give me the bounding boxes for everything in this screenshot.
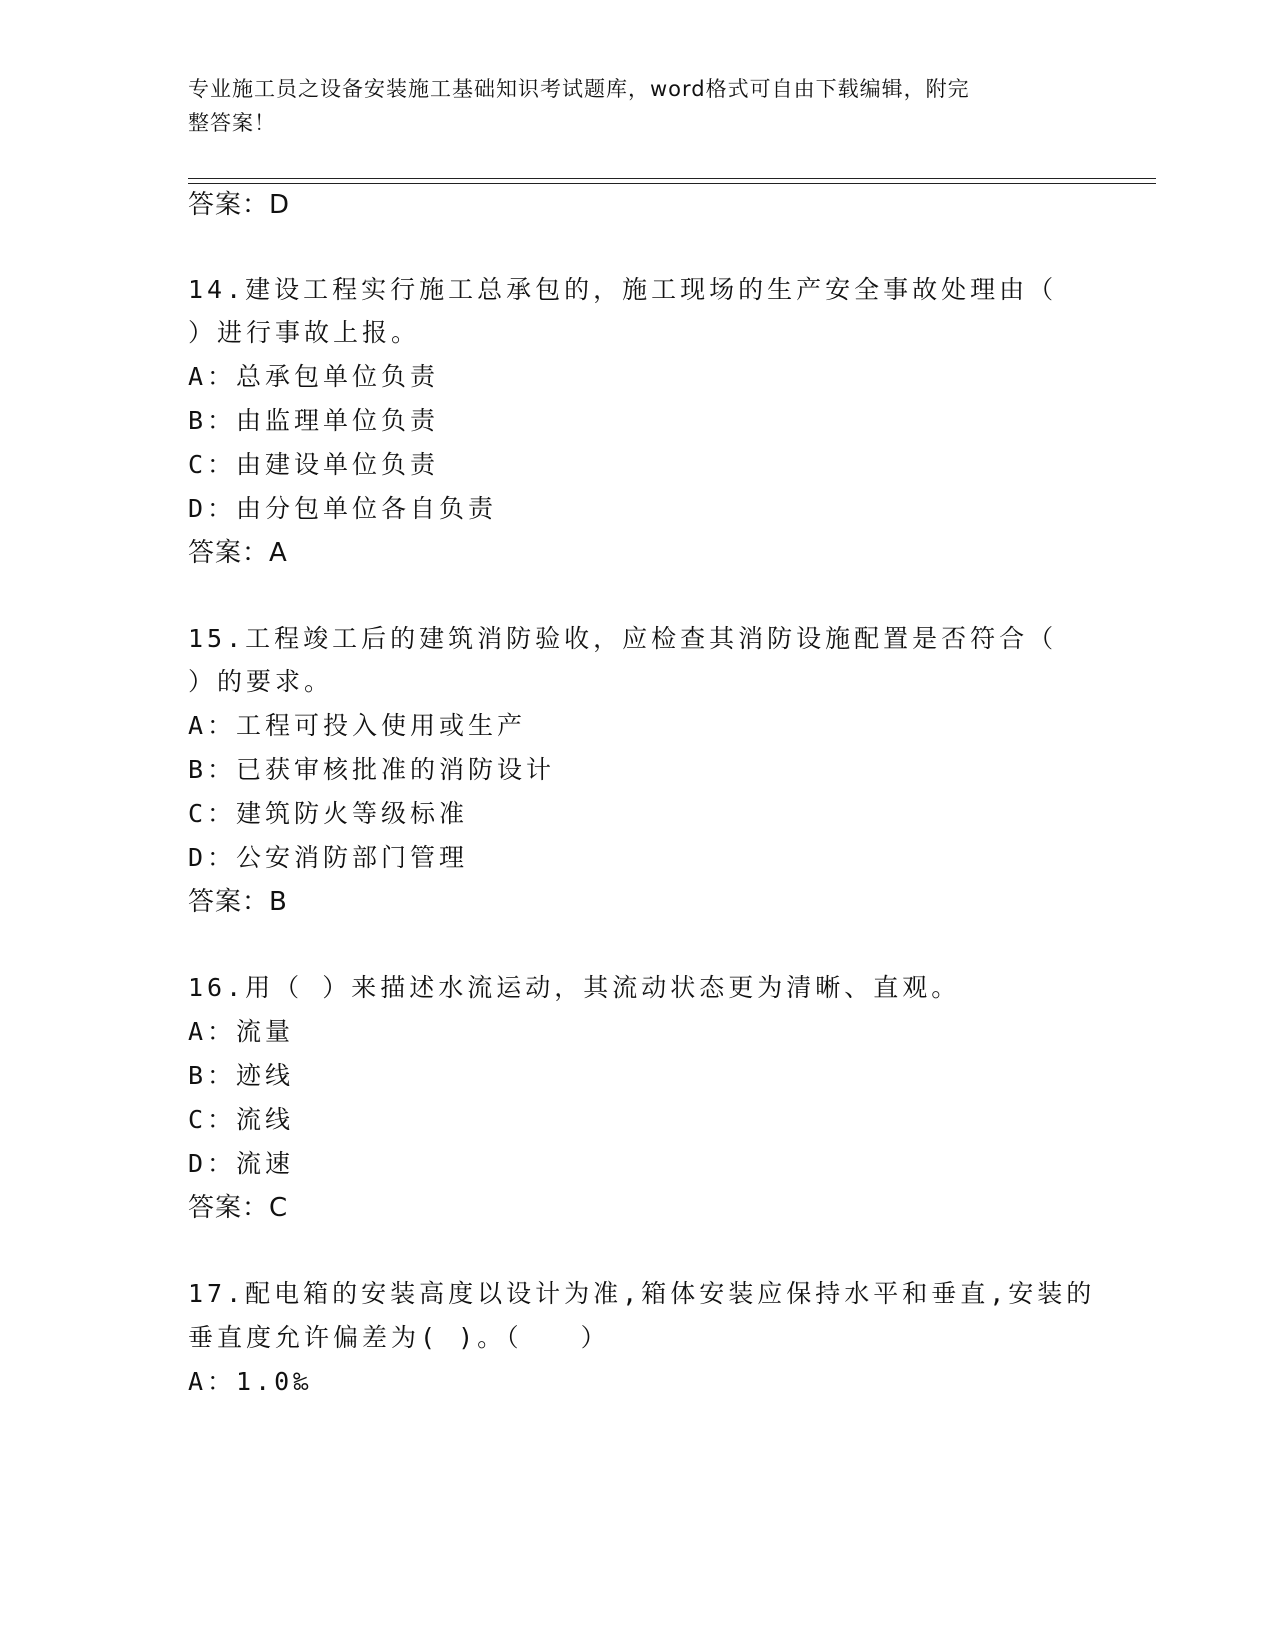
header-divider-bottom: [188, 183, 1156, 184]
question-14-text-line-1: 14.建设工程实行施工总承包的，施工现场的生产安全事故处理由（: [188, 275, 1058, 304]
question-17-text-line-1: 17.配电箱的安装高度以设计为准,箱体安装应保持水平和垂直,安装的: [188, 1279, 1096, 1308]
question-15-text-line-2: ）的要求。: [188, 667, 334, 696]
question-14-option-b: B：由监理单位负责: [188, 406, 440, 435]
question-15-answer: 答案：B: [188, 887, 288, 917]
question-15-option-c: C：建筑防火等级标准: [188, 799, 469, 828]
question-16-answer: 答案：C: [188, 1193, 289, 1223]
question-16-option-b: B：迹线: [188, 1061, 295, 1090]
header-line-1: 专业施工员之设备安装施工基础知识考试题库，word格式可自由下载编辑，附完: [188, 77, 970, 101]
question-15-option-d: D：公安消防部门管理: [188, 843, 469, 872]
question-16-text-line-1: 16.用（ ）来描述水流运动，其流动状态更为清晰、直观。: [188, 973, 961, 1002]
header-divider-top: [188, 178, 1156, 179]
question-16-option-c: C：流线: [188, 1105, 295, 1134]
question-14-option-c: C：由建设单位负责: [188, 450, 440, 479]
question-15-text-line-1: 15.工程竣工后的建筑消防验收，应检查其消防设施配置是否符合（: [188, 624, 1058, 653]
question-14-option-d: D：由分包单位各自负责: [188, 494, 498, 523]
header-line-2: 整答案！: [188, 111, 276, 135]
question-14-option-a: A：总承包单位负责: [188, 362, 440, 391]
question-15-option-b: B：已获审核批准的消防设计: [188, 755, 556, 784]
question-17-text-line-2: 垂直度允许偏差为( )。（ ）: [188, 1323, 610, 1352]
question-14-answer: 答案：A: [188, 538, 288, 568]
document-header: [188, 72, 1068, 140]
question-14-text-line-2: ）进行事故上报。: [188, 318, 421, 347]
question-16-option-d: D：流速: [188, 1149, 295, 1178]
question-16-option-a: A：流量: [188, 1017, 295, 1046]
answer-line-13: 答案：D: [188, 190, 291, 220]
question-15-option-a: A：工程可投入使用或生产: [188, 711, 527, 740]
question-17-option-a: A：1.0‰: [188, 1367, 313, 1396]
